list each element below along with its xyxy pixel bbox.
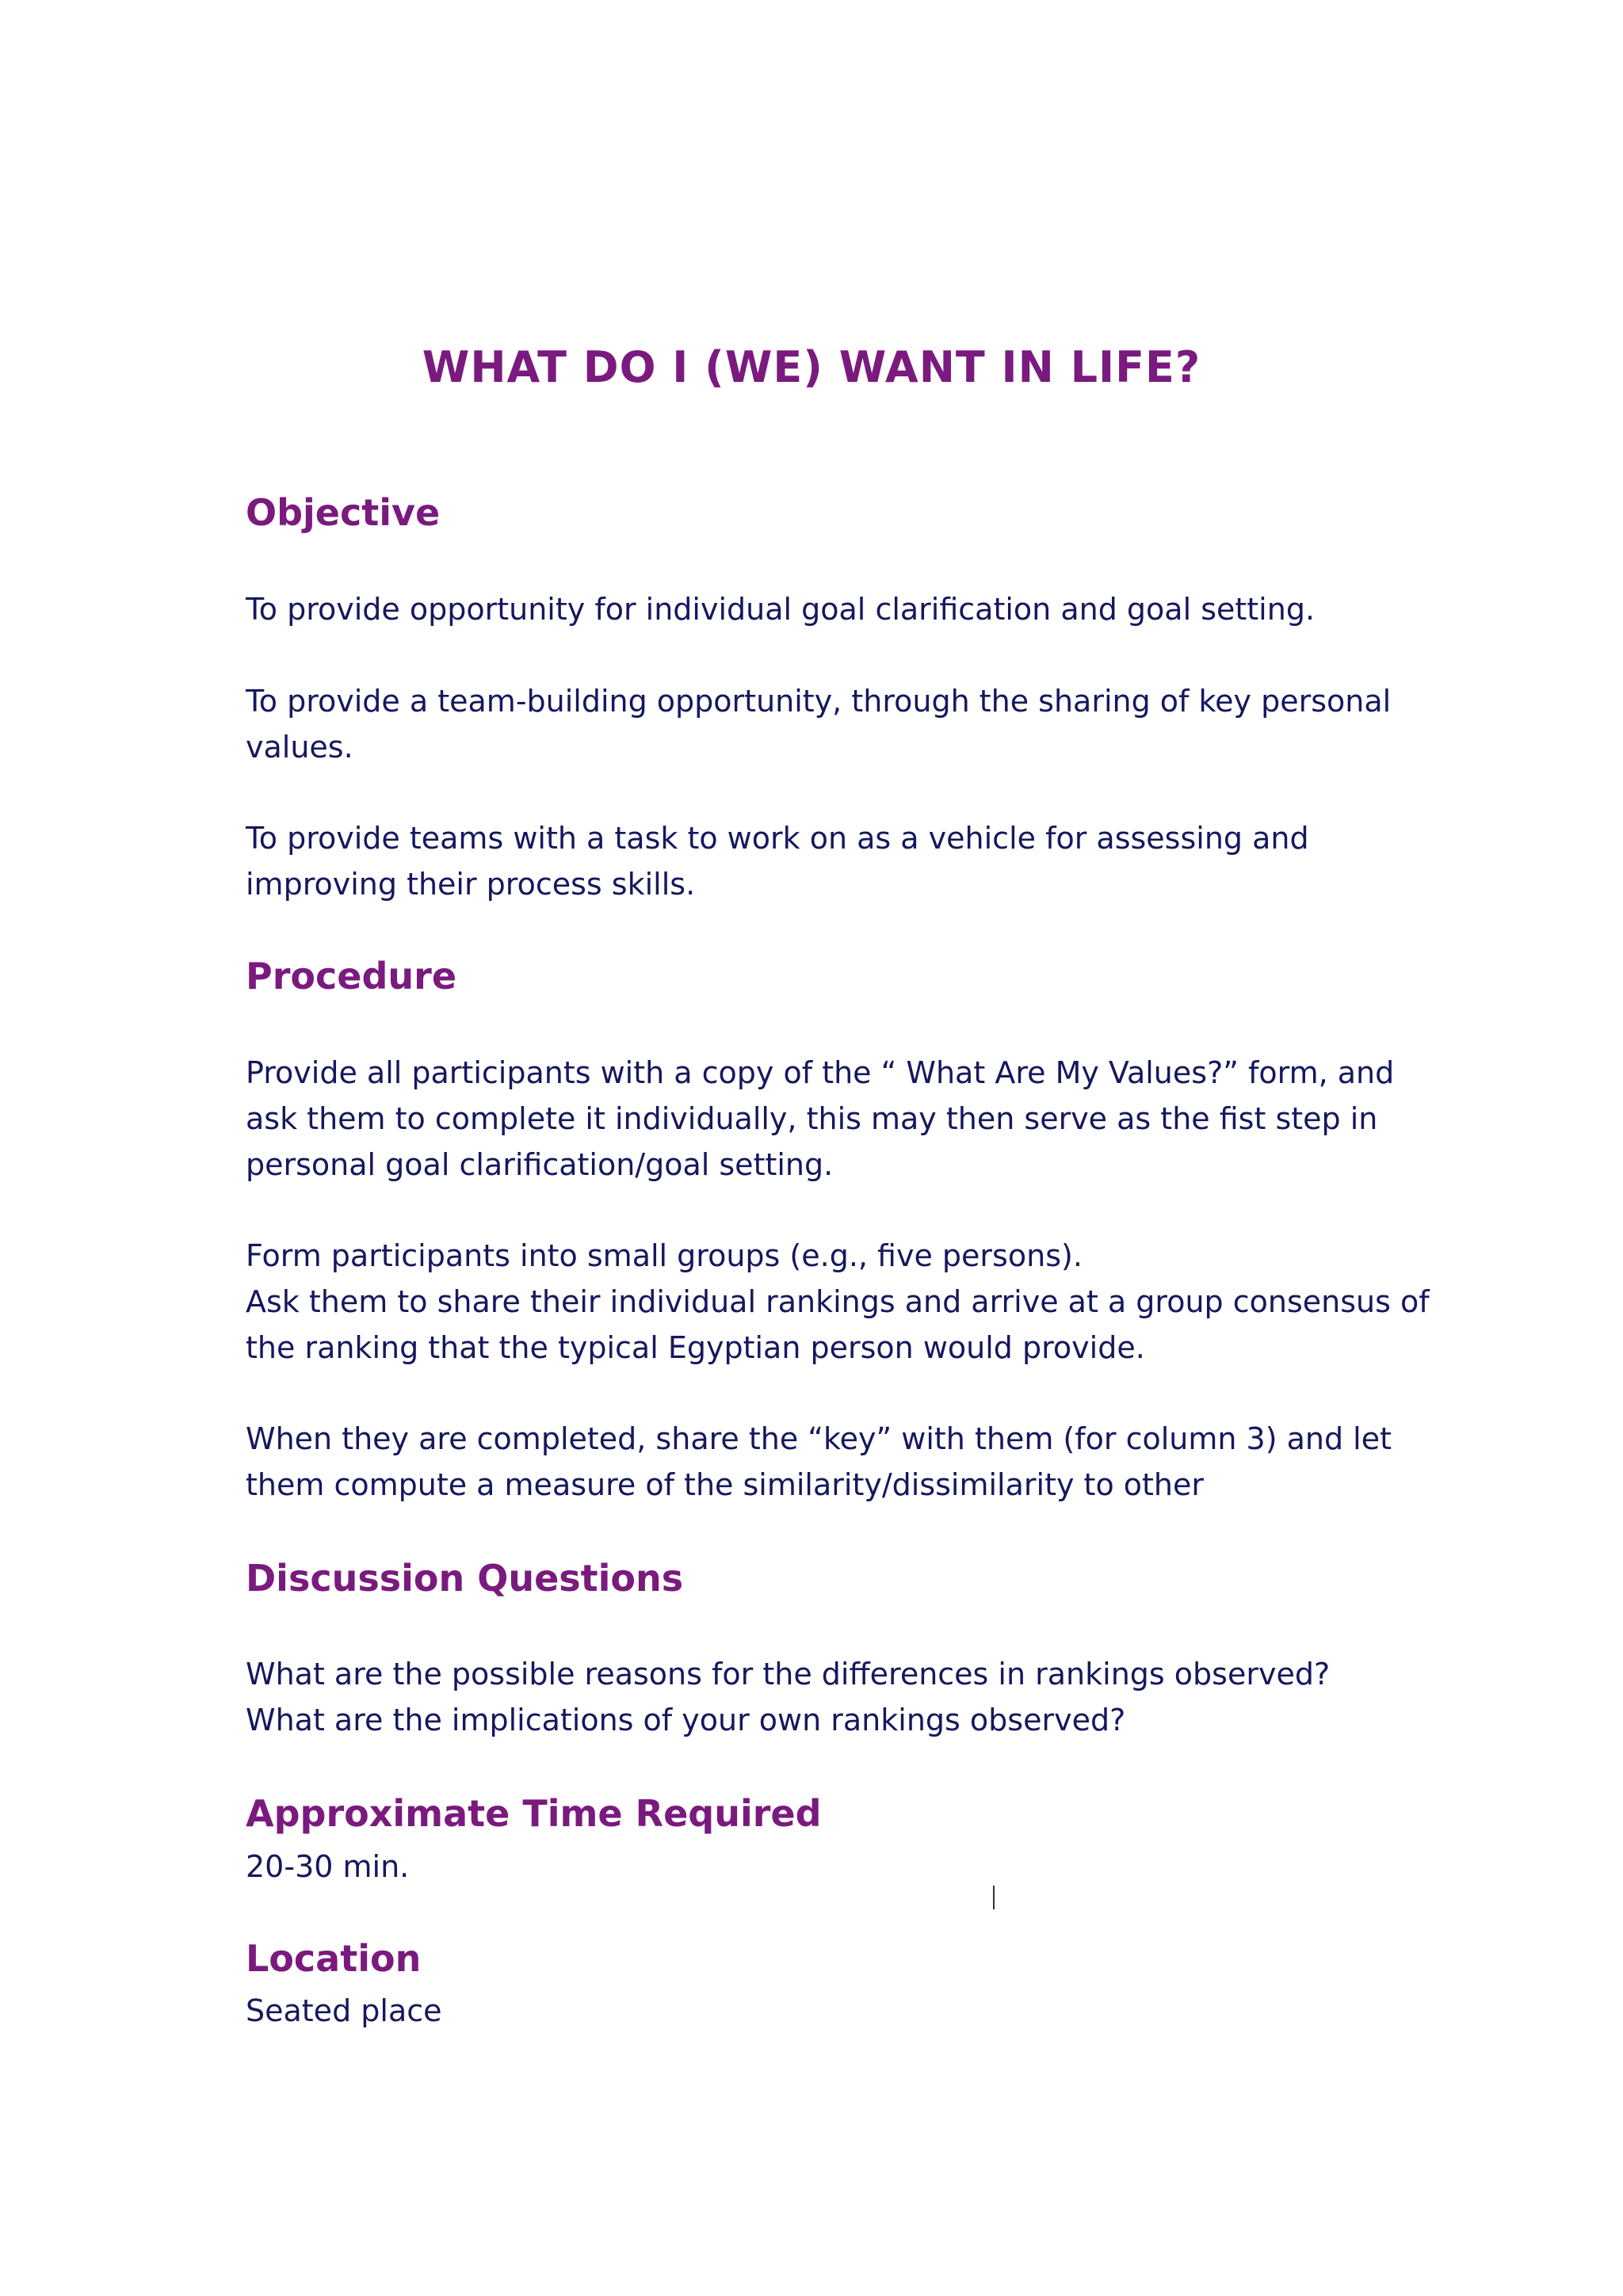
text-line: improving their process skills.: [246, 867, 696, 902]
text-line: What are the possible reasons for the differences in rankings observed?: [246, 1657, 1331, 1691]
text-line: Form participants into small groups (e.g., five persons).: [246, 1238, 1083, 1273]
objective-heading: Objective: [246, 491, 441, 534]
text-line: them compute a measure of the similarity/dissimilarity to other: [246, 1467, 1205, 1502]
text-line: values.: [246, 730, 353, 765]
text-cursor-mark: [993, 1886, 995, 1909]
time-value: [246, 1844, 1450, 1890]
text-line: What are the implications of your own rankings observed?: [246, 1703, 1126, 1737]
text-line: To provide a team-building opportunity, through the sharing of key personal: [246, 684, 1392, 719]
time-heading: Approximate Time Required: [246, 1792, 822, 1835]
procedure-paragraph-3: [246, 1416, 1450, 1508]
location-heading: Location: [246, 1937, 422, 1980]
text-line: personal goal clarification/goal setting.: [246, 1147, 834, 1182]
text-line: To provide opportunity for individual goal clarification and goal setting.: [246, 592, 1316, 627]
procedure-heading: Procedure: [246, 955, 457, 997]
location-value: [246, 1988, 1450, 2034]
text-line: To provide teams with a task to work on as a vehicle for assessing and: [246, 821, 1309, 856]
text-line: ask them to complete it individually, this may then serve as the fist step in: [246, 1101, 1378, 1136]
page-title: WHAT DO I (WE) WANT IN LIFE?: [422, 342, 1201, 392]
objective-paragraph-3: [246, 815, 1450, 907]
text-line: 20-30 min.: [246, 1849, 410, 1884]
objective-paragraph-1: [246, 586, 1450, 632]
text-line: When they are completed, share the “key” with them (for column 3) and let: [246, 1421, 1392, 1456]
procedure-paragraph-2: [246, 1233, 1450, 1371]
objective-paragraph-2: [246, 678, 1450, 770]
discussion-heading: Discussion Questions: [246, 1557, 684, 1600]
text-line: Seated place: [246, 1993, 442, 2028]
text-line: the ranking that the typical Egyptian person would provide.: [246, 1330, 1145, 1365]
procedure-paragraph-1: [246, 1050, 1450, 1188]
discussion-questions: [246, 1651, 1450, 1743]
text-line: Ask them to share their individual rankings and arrive at a group consensus of: [246, 1284, 1430, 1319]
text-line: Provide all participants with a copy of the “ What Are My Values?” form, and: [246, 1055, 1395, 1090]
